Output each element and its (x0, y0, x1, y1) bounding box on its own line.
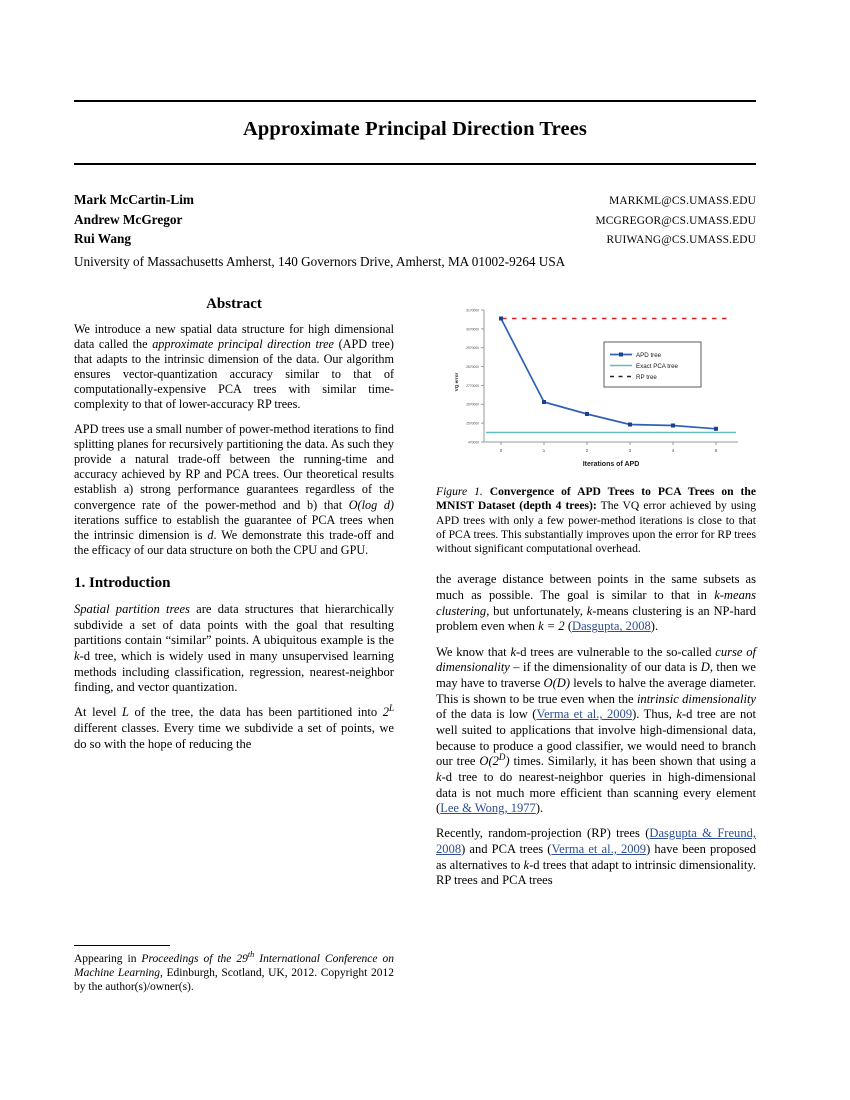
abstract-p2-math-1: O(log d) (348, 497, 394, 512)
right-column (436, 296, 756, 898)
author-name: Rui Wang (74, 231, 132, 246)
figure-caption-number: Figure 1. (436, 485, 483, 498)
author-block (74, 191, 756, 271)
footnote-italic-sup: th (247, 950, 255, 960)
x-tick-label: 3 (628, 448, 632, 453)
intro-paragraph-1 (74, 602, 394, 696)
intro-p1-math: k (74, 648, 80, 663)
title-rule-top (74, 100, 756, 102)
y-tick-label: 3170000 (466, 308, 479, 313)
right-paragraph-3 (436, 826, 756, 889)
citation-link[interactable]: Dasgupta & Freund, 2008 (436, 826, 757, 856)
footnote-text-b: , Edinburgh, Scotland, UK, 2012. Copyright 2012 by the author(s)/owner(s). (74, 967, 394, 994)
intro-paragraph-2 (74, 705, 394, 752)
right-paragraph-2 (436, 645, 756, 817)
rp2-math-1: k (510, 644, 517, 659)
author-name: Mark McCartin-Lim (74, 192, 195, 207)
y-axis-title: VQ error (454, 372, 459, 392)
paper-sheet (74, 0, 756, 1100)
rp1-d: ( (564, 619, 573, 634)
author-name: Andrew McGregor (74, 211, 183, 227)
legend-label-exact-pca-tree: Exact PCA tree (636, 363, 678, 370)
chart-x-axis (500, 442, 718, 468)
legend-label-apd-tree: APD tree (636, 352, 662, 359)
intro-p2-text-b: of the tree, the data has been partitioned into (129, 705, 383, 720)
footnote-block (74, 945, 394, 995)
rp1-e: ). (650, 619, 659, 634)
convergence-chart (436, 296, 756, 474)
author-email: MCGREGOR@CS.UMASS.EDU (595, 214, 756, 227)
rp2-math-5-sup: D (498, 752, 506, 763)
data-point-marker (499, 317, 503, 321)
y-tick-label: 470000 (467, 440, 479, 445)
page-title: Approximate Principal Direction Trees (242, 118, 587, 140)
rp3-math: k (523, 857, 530, 872)
rp2-math-2: D (700, 660, 710, 675)
rp2-math-5: O(2 (479, 754, 499, 769)
intro-p1-text-b: -d tree, which is widely used in many unsupervised learning methods including classification, regression, nearest-neighbor finding, and vector quantization. (74, 648, 394, 695)
abstract-p1-text-b: (APD tree) that adapts to the intrinsic dimension of the data. Our algorithm ensures vector-quantization accuracy similar to that of computationally-expensive PCA trees with similar time-complexity to that of lower-accuracy RP trees. (74, 337, 394, 412)
author-email: RUIWANG@CS.UMASS.EDU (606, 234, 756, 246)
rp3-d: -d trees that adapt to intrinsic dimensionality. RP trees and PCA trees (436, 857, 756, 888)
rp2-k: ). (535, 801, 544, 816)
intro-p2-math-2: 2 (382, 705, 389, 720)
rp2-math-4: k (676, 707, 682, 722)
data-point-marker (714, 427, 718, 431)
rp2-g: ). Thus, (632, 707, 677, 722)
citation-link[interactable]: Verma et al., 2009 (536, 707, 633, 722)
rp3-a: Recently, random-projection (RP) trees ( (436, 826, 650, 841)
abstract-p1-italic: approximate principal direction tree (152, 337, 334, 352)
figure-caption (436, 485, 756, 556)
rp2-b: -d trees are vulnerable to the so-called (516, 644, 716, 659)
abstract-paragraph-2 (74, 422, 394, 558)
affiliation: University of Massachusetts Amherst, 140 Governors Drive, Amherst, MA 01002-9264 USA (74, 253, 566, 269)
abstract-paragraph-1 (74, 322, 394, 413)
rp2-d: , then we may have to traverse (436, 660, 756, 690)
y-tick-label: 2970000 (466, 346, 479, 351)
rp1-b: , but unfortunately, (486, 603, 587, 618)
rp2-italic-1: curse of dimensionality (436, 644, 756, 675)
rp1-math-2: k = 2 (538, 619, 565, 634)
intro-p1-italic: Spatial partition trees (74, 601, 190, 616)
rp1-a: the average distance between points in the same subsets as much as possible. The goal is similar to that in (436, 572, 756, 603)
rp3-c: ) have been proposed as alternatives to (436, 841, 756, 872)
y-tick-label: 2870000 (466, 364, 479, 369)
data-point-marker (542, 400, 546, 404)
data-point-marker (585, 412, 589, 416)
y-tick-label: 3070000 (466, 327, 479, 332)
intro-p2-math-1: L (122, 705, 130, 720)
right-paragraph-1 (436, 572, 756, 635)
x-tick-label: 5 (714, 448, 718, 453)
footnote-text-a: Appearing in (74, 953, 142, 965)
rp3-b: ) and PCA trees ( (461, 841, 552, 856)
figure-caption-bold: Convergence of APD Trees to PCA Trees on the MNIST Dataset (depth 4 trees): (436, 485, 756, 513)
author-email: MARKML@CS.UMASS.EDU (609, 195, 756, 207)
intro-p2-text-c: different classes. Every time we subdivide a set of points, we do so with the hope of reducing the (74, 721, 394, 751)
rp2-math-6: k (436, 769, 442, 784)
rp2-j: -d tree to do nearest-neighbor queries in high-dimensional data is not much more efficient than scanning every element ( (436, 769, 756, 816)
rp2-i: times. Similarly, it has been shown that using a (509, 754, 756, 769)
abstract-p1-text-a: We introduce a new spatial data structure for high dimensional data called the (74, 322, 394, 352)
rp2-h: -d tree are not well suited to applications that involve high-dimensional data, because to produce a good classifier, we would need to branch our tree (436, 707, 757, 769)
x-tick-label: 1 (542, 448, 546, 453)
rp1-c: -means clustering is an NP-hard problem even when (436, 603, 756, 634)
y-tick-label: 2570000 (466, 421, 479, 426)
y-tick-label: 2670000 (466, 402, 479, 407)
figure-caption-rest: The VQ error achieved by using APD trees with only a few power-method iterations is close to that of PCA trees. This substantially improves upon the error for RP trees without significant computational overhead. (436, 499, 756, 556)
section-heading-introduction: 1. Introduction (74, 574, 171, 591)
footnote-italic-a: Proceedings of the 29 (141, 953, 248, 965)
author-row (74, 211, 756, 231)
rp2-e: levels to halve the average diameter. This is shown to be true even when the (436, 675, 756, 706)
chart-legend (604, 342, 701, 387)
intro-p1-text-a: are data structures that hierarchically subdivide a set of data points with the goal that resulting partitions contain “similar” points. A ubiquitous example is the (74, 601, 394, 648)
footnote-italic-b: International Conference on Machine Learning (74, 953, 394, 980)
rp1-italic: k-means clustering (436, 588, 756, 618)
intro-p2-math-2-sup: L (388, 703, 394, 714)
x-tick-label: 2 (585, 448, 589, 453)
abstract-p2-text-b: iterations suffice to establish the guarantee of PCA trees when the intrinsic dimension is (74, 512, 394, 542)
author-row (74, 191, 756, 211)
legend-label-rp-tree: RP tree (636, 374, 657, 381)
author-row (74, 230, 756, 250)
figure-1 (436, 296, 756, 474)
footnote-rule (74, 945, 170, 946)
citation-link[interactable]: Dasgupta, 2008 (572, 619, 651, 634)
x-tick-label: 0 (499, 448, 503, 453)
citation-link[interactable]: Lee & Wong, 1977 (440, 801, 536, 816)
abstract-heading: Abstract (206, 296, 262, 312)
rp2-math-3: O(D) (543, 675, 570, 690)
rp2-f: of the data is low ( (436, 707, 537, 722)
citation-link[interactable]: Verma et al., 2009 (551, 841, 647, 856)
rp2-math-5-end: ) (505, 754, 510, 769)
rp1-math-1: k (586, 603, 593, 618)
left-column (74, 296, 394, 762)
abstract-p2-text-a: APD trees use a small number of power-method iterations to find splitting planes for recursively partitioning the data. As such they provide a natural trade-off between the running-time and accuracy achieved by RP and PCA trees. Our theoretical results establish a) strong performance guarantees regardless of the convergence rate of the power-method and b) that (74, 422, 394, 512)
abstract-p2-math-2: d (207, 527, 214, 542)
rp2-a: We know that (436, 644, 511, 659)
data-point-marker (671, 424, 675, 428)
abstract-p2-text-c: . We demonstrate this trade-off and the efficacy of our data structure on both the CPU and GPU. (74, 527, 395, 557)
chart-y-axis (454, 308, 484, 444)
intro-p2-text-a: At level (74, 705, 123, 720)
data-point-marker (628, 423, 632, 427)
x-tick-label: 4 (671, 448, 675, 453)
title-rule-bottom (74, 163, 756, 165)
x-axis-title: Iterations of APD (582, 461, 640, 468)
rp2-c: – if the dimensionality of our data is (509, 660, 701, 675)
footnote-text (74, 952, 394, 995)
rp2-italic-2: intrinsic dimensionality (636, 691, 756, 706)
y-tick-label: 2770000 (466, 383, 479, 388)
